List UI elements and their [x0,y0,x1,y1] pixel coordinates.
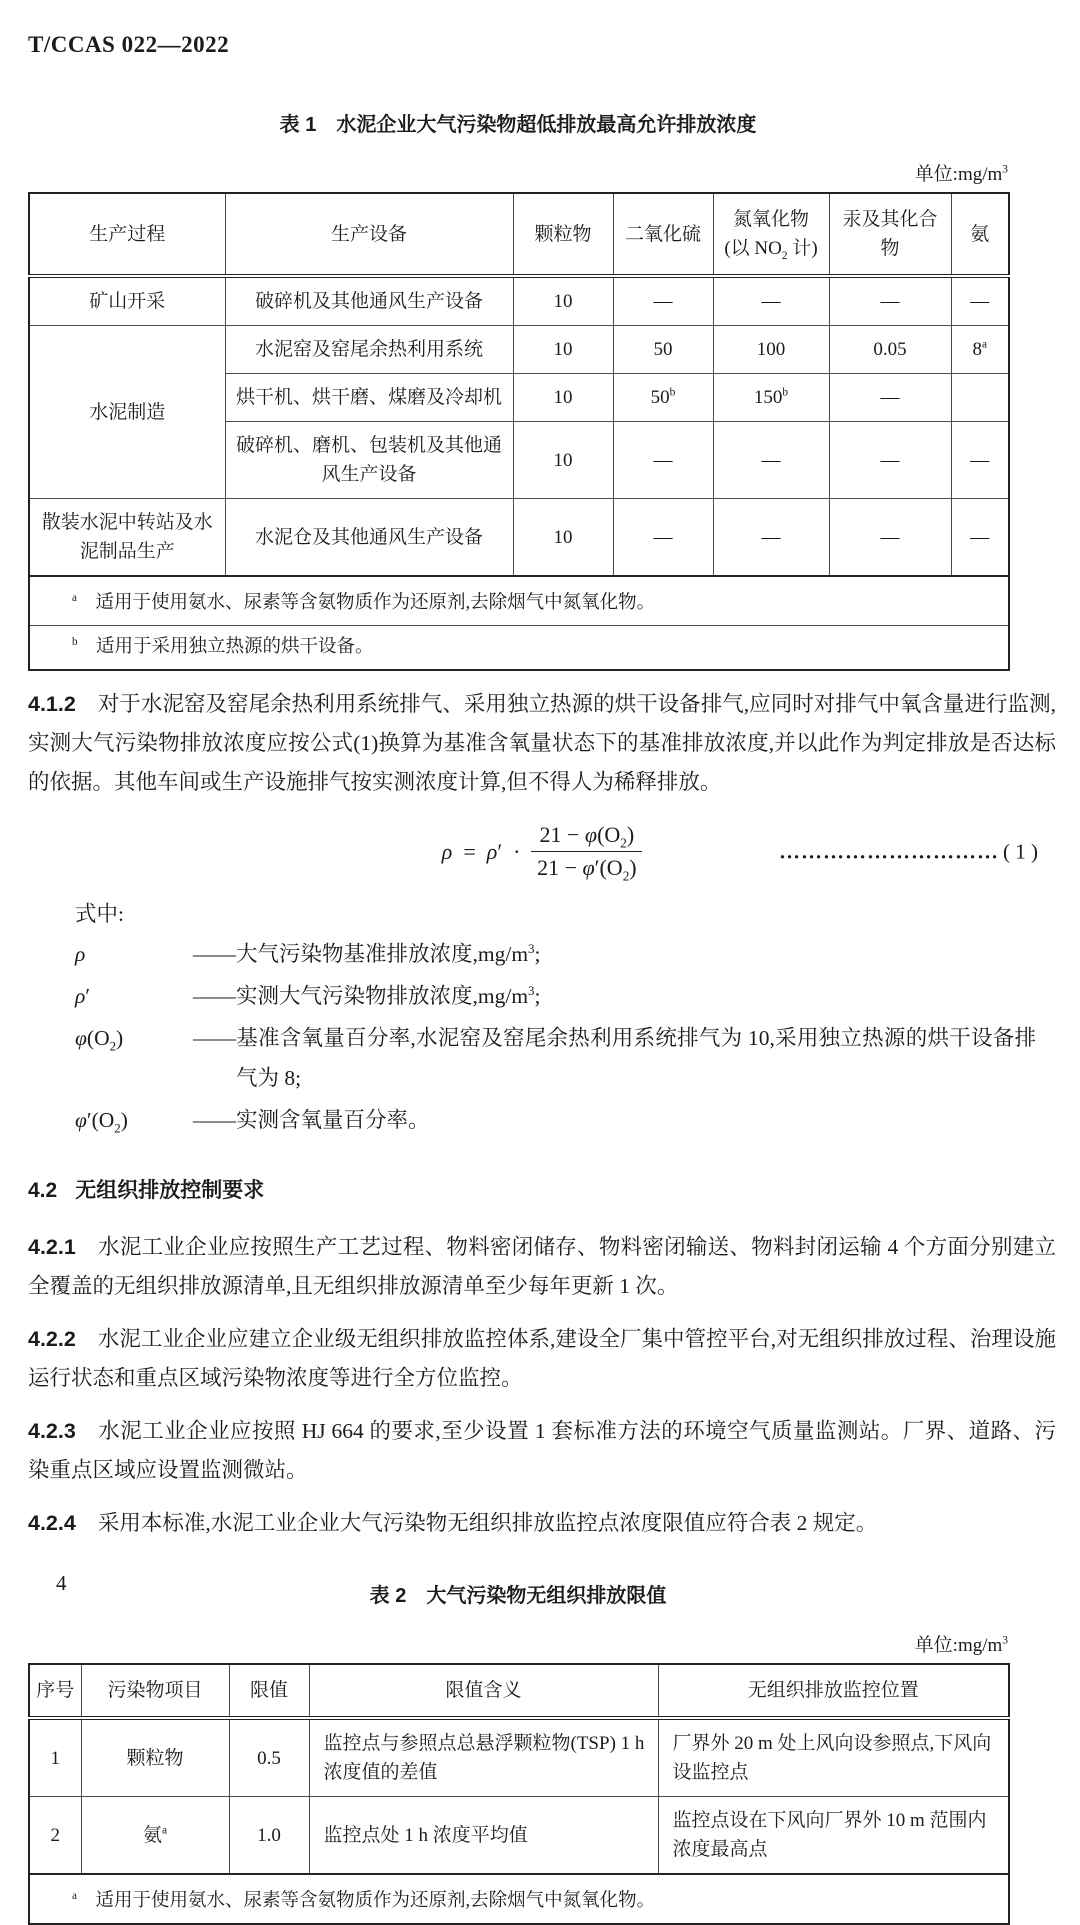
cell-value: 10 [513,499,613,577]
cell-value: — [713,499,829,577]
cell-value: 0.05 [829,326,951,374]
fraction-denominator: $21 - \varphi'(O_2)$ [537,855,637,884]
table1-header-ammonia: 氨 [951,193,1009,276]
cell-location: 厂界外 20 m 处上风向设参照点,下风向设监控点 [658,1718,1009,1797]
table2-header-no: 序号 [29,1664,81,1718]
cell-value: 10 [513,422,613,499]
cell-process: 矿山开采 [29,276,225,326]
formula-fraction [531,822,642,884]
formula-number: ( 1 ) [1003,839,1038,863]
cell-value: — [713,422,829,499]
clause-number: 4.2.2 [28,1327,76,1351]
clause-4-2-1 [28,1228,1056,1306]
cell-limit: 0.5 [229,1718,309,1797]
clause-4-1-2 [28,685,1056,802]
table1-footnote-b: $^b$ 适用于采用独立热源的烘干设备。 [29,626,1009,671]
clause-number: 4.2.4 [28,1511,76,1535]
definition-rho-prime [75,976,1055,1016]
section-number: 4.2 [28,1179,58,1202]
table1-header-mercury: 汞及其化合物 [829,193,951,276]
clause-text: 对于水泥窑及窑尾余热利用系统排气、采用独立热源的烘干设备排气,应同时对排气中氧含量进行监测,实测大气污染物排放浓度应按公式(1)换算为基准含氧量状态下的基准排放浓度,并以此作为判定排放是否达标的依据。其他车间或生产设施排气按实测浓度计算,但不得人为稀释排放。 [28,692,1056,794]
cell-value: — [951,422,1009,499]
cell-process: 水泥制造 [29,326,225,499]
table1-header-so2: 二氧化硫 [613,193,713,276]
table2-header-row [29,1664,1009,1718]
cell-value [951,374,1009,422]
cell-no: 2 [29,1797,81,1875]
cell-value: — [613,422,713,499]
cell-location: 监控点设在下风向厂界外 10 m 范围内浓度最高点 [658,1797,1009,1875]
cell-equipment: 烘干机、烘干磨、煤磨及冷却机 [225,374,513,422]
clause-number: 4.2.1 [28,1235,76,1259]
definition-text: ——实测大气污染物排放浓度$,mg/m^3$; [193,983,541,1008]
cell-equipment: 破碎机及其他通风生产设备 [225,276,513,326]
formula-rhs-var: ρ′ [486,838,503,864]
clause-4-2-2 [28,1320,1056,1398]
cell-limit: 1.0 [229,1797,309,1875]
cell-value: — [951,276,1009,326]
cell-value: 10 [513,276,613,326]
table2-unit: 单位$:mg/m^3$ [914,1634,1008,1656]
table1-header-equipment: 生产设备 [225,193,513,276]
cell-value: — [829,276,951,326]
formula-lhs: ρ [441,838,453,864]
definition-text: ——实测含氧量百分率。 [193,1108,430,1132]
clause-text: 水泥工业企业应建立企业级无组织排放监控体系,建设全厂集中管控平台,对无组织排放过程、治理设施运行状态和重点区域污染物浓度等进行全方位监控。 [28,1327,1056,1390]
definition-symbol: $\varphi(O_2)$ [75,1026,124,1054]
cell-value: — [713,276,829,326]
clause-4-2-3 [28,1412,1056,1490]
table1 [28,192,1010,671]
table2-footnote-a: $^a$ 适用于使用氨水、尿素等含氨物质作为还原剂,去除烟气中氮氧化物。 [29,1874,1009,1924]
formula-dots: ………………………… [779,839,999,863]
table2-header-pollutant: 污染物项目 [81,1664,229,1718]
clause-text: 采用本标准,水泥工业企业大气污染物无组织排放监控点浓度限值应符合表 2 规定。 [97,1511,878,1535]
doc-code: T/CCAS 022—2022 [28,32,230,57]
cell-value: 150$^b$ [713,374,829,422]
table1-unit: 单位$:mg/m^3$ [914,163,1008,185]
table2-title: 表 2 大气污染物无组织排放限值 [369,1585,667,1607]
cell-value: 10 [513,326,613,374]
cell-value: 100 [713,326,829,374]
cell-pollutant: 颗粒物 [81,1718,229,1797]
formula-multiply-dot: · [513,838,521,864]
fraction-numerator: $21 - \varphi(O_2)$ [531,822,642,852]
table1-header-particulate: 颗粒物 [513,193,613,276]
table1-header-row [29,193,1009,276]
clause-number: 4.2.3 [28,1419,76,1443]
definition-text: ——基准含氧量百分率,水泥窑及窑尾余热利用系统排气为 10,采用独立热源的烘干设备排气为 8; [193,1026,1036,1090]
definition-symbol: ρ [75,942,86,966]
cell-value: 8$^a$ [951,326,1009,374]
cell-value: — [613,499,713,577]
clause-number: 4.1.2 [28,692,76,716]
table-row [29,1797,1009,1875]
formula-where-label: 式中: [75,902,124,926]
cell-equipment: 水泥窑及窑尾余热利用系统 [225,326,513,374]
table2 [28,1663,1010,1925]
table-row [29,326,1009,374]
table-row [29,499,1009,577]
cell-meaning: 监控点处 1 h 浓度平均值 [309,1797,658,1875]
cell-value: 50$^b$ [613,374,713,422]
clause-4-2-4 [28,1504,1056,1543]
table2-header-meaning: 限值含义 [309,1664,658,1718]
table1-footnote-a: $^a$ 适用于使用氨水、尿素等含氨物质作为还原剂,去除烟气中氮氧化物。 [29,576,1009,626]
table-row [29,1718,1009,1797]
cell-equipment: 破碎机、磨机、包装机及其他通风生产设备 [225,422,513,499]
table2-header-location: 无组织排放监控位置 [658,1664,1009,1718]
table-row [29,276,1009,326]
table1-title: 表 1 水泥企业大气污染物超低排放最高允许排放浓度 [279,114,757,136]
cell-equipment: 水泥仓及其他通风生产设备 [225,499,513,577]
cell-value: — [829,499,951,577]
cell-value: — [613,276,713,326]
formula-equals: = [463,838,476,864]
definition-phi-o2 [75,1018,1055,1098]
cell-value: 10 [513,374,613,422]
table1-header-nox: 氮氧化物 (以 $NO_2$ 计) [713,193,829,276]
cell-process: 散装水泥中转站及水泥制品生产 [29,499,225,577]
cell-value: — [951,499,1009,577]
clause-text: 水泥工业企业应按照生产工艺过程、物料密闭储存、物料密闭输送、物料封闭运输 4 个方面分别建立全覆盖的无组织排放源清单,且无组织排放源清单至少每年更新 1 次。 [28,1235,1056,1298]
section-heading-4-2 [28,1174,1056,1204]
cell-no: 1 [29,1718,81,1797]
definition-symbol: ρ′ [75,984,91,1008]
table2-header-limit: 限值 [229,1664,309,1718]
cell-pollutant: 氨$^a$ [81,1797,229,1875]
definition-symbol: $\varphi'(O_2)$ [75,1108,128,1136]
definition-text: ——大气污染物基准排放浓度$,mg/m^3$; [193,941,541,966]
clause-text: 水泥工业企业应按照 HJ 664 的要求,至少设置 1 套标准方法的环境空气质量监测站。厂界、道路、污染重点区域应设置监测微站。 [28,1419,1056,1482]
cell-value: — [829,422,951,499]
cell-meaning: 监控点与参照点总悬浮颗粒物(TSP) 1 h 浓度值的差值 [309,1718,658,1797]
page-number: 4 [56,1571,67,1595]
table1-header-process: 生产过程 [29,193,225,276]
section-title: 无组织排放控制要求 [75,1179,265,1202]
definition-phi-prime-o2 [75,1100,1055,1140]
cell-value: 50 [613,326,713,374]
formula-1 [28,822,1056,884]
cell-value: — [829,374,951,422]
definition-rho [75,934,1055,974]
